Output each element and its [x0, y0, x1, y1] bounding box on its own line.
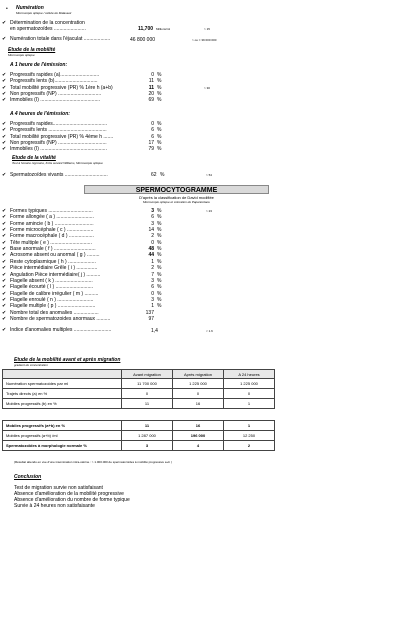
mobilite-title: Etude de la mobilité — [8, 47, 56, 53]
check-icon: ✔ — [2, 208, 7, 214]
row-label: Acrosome absent ou anormal ( g ) ......... — [10, 252, 100, 259]
index-label: Indice d'anomalies multiples ........................... — [10, 327, 112, 333]
row-value: 0 — [151, 72, 154, 78]
index-value: 1,4 — [151, 328, 158, 334]
table-cell: 4 — [173, 441, 224, 451]
row-value: 3 — [151, 277, 154, 284]
total-value: 46 800 000 — [130, 37, 156, 43]
total-label: Numération totale dans l'éjaculat ................... — [10, 36, 111, 42]
table-cell: 196 000 — [173, 431, 224, 441]
row-unit: % — [157, 271, 162, 278]
table-cell: 1 — [224, 399, 275, 409]
check-icon: ✔ — [2, 20, 7, 26]
table-row — [3, 379, 275, 389]
check-icon: ✔ — [2, 220, 7, 227]
row-unit: % — [157, 214, 162, 221]
table-cell: 16 — [173, 421, 224, 431]
table-header-cell — [3, 370, 122, 379]
vitalite-subtitle: Test à l'éosine nigrosine, frotis suivant Williams, Microscopie optique — [12, 161, 103, 165]
row-unit: % — [157, 127, 162, 134]
vitalite-title: Etude de la vitalité — [12, 155, 56, 161]
row-label: Pièce intermédiaire Grêle ( i ) ............... — [10, 265, 98, 272]
row-unit: % — [157, 220, 162, 227]
migration-title: Etude de la mobilité avant et après migration — [14, 357, 121, 363]
table-cell-label: Mobiles progressifs (a+b) /ml — [3, 431, 122, 441]
row-value: 97 — [148, 315, 154, 322]
row-value: 48 — [148, 246, 154, 253]
check-icon: ✔ — [2, 97, 7, 104]
check-icon: ✔ — [2, 214, 7, 221]
row-label: Formes typiques ................................ — [10, 208, 93, 214]
row-unit: % — [157, 227, 162, 234]
check-icon: ✔ — [2, 139, 7, 146]
conclusion-line: Survie à 24 heures non satisfaisante — [14, 503, 95, 509]
h1-title: A 1 heure de l'émission: — [10, 62, 68, 68]
row-value: 14 — [148, 227, 154, 234]
table-header-cell: Après migration — [173, 370, 224, 379]
row-unit: % — [157, 133, 162, 140]
table-cell: 11 700 000 — [122, 379, 173, 389]
row-value: 0 — [151, 290, 154, 297]
check-icon: ✔ — [2, 127, 7, 134]
row-label: Forme microcéphale ( c ) ................... — [10, 227, 94, 234]
row-unit: % — [157, 78, 162, 85]
migration-note: (Résultat attendu en vue d'une insémination intra-utérine : > 1.000.000 de spermatozoïdes à mobilité progressive a+b ) — [14, 460, 172, 464]
row-unit: % — [157, 97, 162, 104]
check-icon: ✔ — [2, 265, 7, 272]
table-row — [3, 431, 275, 441]
row-value: 11 — [148, 78, 154, 85]
table-row — [3, 441, 275, 451]
row-label: Progressifs rapides (a)............................ — [10, 72, 100, 78]
row-unit: % — [157, 290, 162, 297]
check-icon: ✔ — [2, 121, 7, 127]
check-icon: ✔ — [2, 146, 7, 153]
vitalite-label: Spermatozoïdes vivants ............................... — [10, 172, 108, 178]
row-label: Total mobilité progressive (PR) % 1ère h (a+b) — [10, 84, 113, 91]
table-cell-label: Spermatozoïdes à morphologie normale % — [3, 441, 122, 451]
conclusion-line: Test de migration survie non satisfaisant — [14, 485, 103, 491]
check-icon: ✔ — [2, 252, 7, 259]
table-cell: 1 225 000 — [173, 379, 224, 389]
row-value: 69 — [148, 97, 154, 104]
mobilite-subtitle: Microscopie optique — [8, 53, 35, 57]
check-icon: ✔ — [2, 309, 7, 316]
check-icon: ✔ — [2, 233, 7, 240]
row-unit: % — [157, 72, 162, 78]
row-label: Progressifs lents .......................................... — [10, 127, 107, 134]
row-unit: % — [157, 239, 162, 246]
row-label: Forme allongée ( a ) ........................... — [10, 214, 94, 221]
concentration-label-2: en spermatozoïdes ....................... — [10, 26, 86, 32]
row-value: 0 — [151, 239, 154, 246]
table-cell: 16 — [173, 399, 224, 409]
row-value: 17 — [148, 139, 154, 146]
spermocyto-subtitle: D'après la classification de David modifiée — [139, 195, 214, 200]
vitalite-unit: % — [160, 172, 165, 178]
row-value: 3 — [151, 208, 154, 214]
table-cell: 0 — [224, 389, 275, 399]
table-cell: 0 — [173, 389, 224, 399]
row-label: Nombre de spermatozoides anormaux .......... — [10, 315, 111, 322]
row-value: 137 — [145, 309, 154, 316]
row-unit: % — [157, 265, 162, 272]
check-icon: ✔ — [2, 271, 7, 278]
check-icon: ✔ — [2, 133, 7, 140]
row-label: Non progressifs (NP) ............................... — [10, 90, 102, 97]
row-label: Base anormale ( f ) .............................. — [10, 246, 96, 253]
spermocyto-title-bar — [84, 185, 269, 194]
check-icon: ✔ — [2, 246, 7, 253]
row-unit: % — [157, 146, 162, 153]
check-icon: ✔ — [2, 84, 7, 91]
row-label: Immobiles (I) ................................................ — [10, 146, 107, 153]
row-value: 3 — [151, 296, 154, 303]
table-row — [3, 399, 275, 409]
total-ref: > ou = 39 000 000 — [192, 38, 217, 42]
check-icon: ✔ — [2, 296, 7, 303]
row-value: 1 — [151, 258, 154, 265]
numeration-subtitle: Microscopie optique / cellule de Malassez — [16, 11, 72, 15]
row-label: Tête multiple ( e ) .............................. — [10, 239, 92, 246]
check-icon: ✔ — [2, 327, 7, 333]
migration-table-2 — [2, 420, 275, 451]
check-icon: ✔ — [2, 172, 7, 178]
row-unit: % — [157, 233, 162, 240]
check-icon: ✔ — [2, 284, 7, 291]
table-cell: 2 — [224, 441, 275, 451]
table-cell: 3 — [122, 441, 173, 451]
table-header-cell: Avant migration — [122, 370, 173, 379]
index-ref: < 1.6 — [206, 329, 213, 333]
row-unit: % — [157, 303, 162, 310]
row-value: 2 — [151, 265, 154, 272]
migration-subtitle: gradient de concentration — [14, 363, 48, 367]
row-label: Reste cytoplasmique ( h ) .................... — [10, 258, 96, 265]
row-value: 44 — [148, 252, 154, 259]
table-cell: 11 — [122, 421, 173, 431]
row-label: Immobiles (I) ........................................... — [10, 97, 101, 104]
row-label: Flagelle multiple ( p ) ........................... — [10, 303, 96, 310]
vitalite-ref: > 54 — [206, 173, 212, 177]
row-value: 6 — [151, 214, 154, 221]
conclusion-line: Absence d'amélioration de la mobilité progressive — [14, 491, 124, 497]
row-label: Flagelle de calibre irrégulier ( m ) .......... — [10, 290, 99, 297]
row-label: Flagelle absent ( k ) ........................... — [10, 277, 93, 284]
check-icon: ✔ — [2, 90, 7, 97]
table-cell-label: Numération spermatozoides par ml — [3, 379, 122, 389]
row-value: 1 — [151, 303, 154, 310]
row-unit: % — [157, 121, 162, 127]
table-cell: 1 287 000 — [122, 431, 173, 441]
h4-title: A 4 heures de l'émission: — [10, 111, 70, 117]
row-value: 79 — [148, 146, 154, 153]
row-unit: % — [157, 90, 162, 97]
check-icon: ✔ — [2, 315, 7, 322]
check-icon: • — [6, 6, 8, 12]
row-label: Non progressifs (NP) ................................... — [10, 139, 107, 146]
row-value: 7 — [151, 271, 154, 278]
row-unit: % — [157, 208, 162, 214]
row-value: 6 — [151, 127, 154, 134]
row-value: 20 — [148, 90, 154, 97]
check-icon: ✔ — [2, 72, 7, 78]
row-value: 6 — [151, 284, 154, 291]
concentration-ref: > 15 — [204, 27, 210, 31]
row-unit: % — [157, 139, 162, 146]
table-cell: 1 — [224, 421, 275, 431]
table-cell-label: Trajets directs (a) en % — [3, 389, 122, 399]
concentration-value: 11,700 — [138, 26, 154, 32]
table-header-cell: A 24 heures — [224, 370, 275, 379]
row-value: 2 — [151, 233, 154, 240]
conclusion-title: Conclusion — [14, 474, 42, 480]
row-label: Angulation Pièce intermédiaire( j ) .......... — [10, 271, 101, 278]
table-header-row — [3, 370, 275, 379]
row-unit: % — [157, 246, 162, 253]
row-unit: % — [157, 277, 162, 284]
table-cell: 0 — [122, 389, 173, 399]
table-row — [3, 421, 275, 431]
spermocyto-title: SPERMOCYTOGRAMME — [135, 187, 218, 194]
row-label: Progressifs lents (b)............................... — [10, 78, 98, 85]
row-unit: % — [157, 258, 162, 265]
check-icon: ✔ — [2, 78, 7, 85]
check-icon: ✔ — [2, 227, 7, 234]
check-icon: ✔ — [2, 303, 7, 310]
row-value: 3 — [151, 220, 154, 227]
check-icon: ✔ — [2, 258, 7, 265]
check-icon: ✔ — [2, 239, 7, 246]
table-cell: 1 225 000 — [224, 379, 275, 389]
row-unit: % — [157, 252, 162, 259]
row-label: Total mobilité progressive (PR) % 4ème h ....... — [10, 133, 114, 140]
row-ref: > 30 — [204, 85, 210, 90]
concentration-label-1: Détermination de la concentration — [10, 20, 85, 26]
numeration-title: Numération — [16, 5, 44, 11]
check-icon: ✔ — [2, 36, 7, 42]
table-cell: 11 — [122, 399, 173, 409]
row-value: 0 — [151, 121, 154, 127]
row-label: Flagelle enroulé ( n ) .......................... — [10, 296, 94, 303]
table-row — [3, 389, 275, 399]
row-label: Forme macrocéphale ( d ) .................. — [10, 233, 94, 240]
row-label: Flagelle écourté ( l ) ........................... — [10, 284, 94, 291]
row-label: Progressifs rapides....................................... — [10, 121, 107, 127]
spermocyto-subtitle2: Microscopie optique et coloration de Papanicolaou — [142, 200, 211, 204]
row-label: Nombre total des anomalies .................. — [10, 309, 99, 316]
row-value: 6 — [151, 133, 154, 140]
check-icon: ✔ — [2, 277, 7, 284]
row-value: 11 — [148, 84, 154, 91]
table-cell-label: Mobiles progressifs (a+b) en % — [3, 421, 122, 431]
row-label: Forme amincie ( b ) ............................ — [10, 220, 94, 227]
table-cell-label: Mobiles progressifs (b) en % — [3, 399, 122, 409]
row-unit: % — [157, 296, 162, 303]
conclusion-line: Absence d'amélioration du nombre de forme typique — [14, 497, 130, 503]
row-ref: > 23 — [206, 209, 212, 213]
row-unit: % — [157, 84, 162, 91]
vitalite-value: 62 — [151, 172, 157, 178]
check-icon: ✔ — [2, 290, 7, 297]
row-unit: % — [157, 284, 162, 291]
table-cell: 12 250 — [224, 431, 275, 441]
concentration-unit: Millions/ml — [156, 27, 171, 31]
migration-table-1 — [2, 369, 275, 409]
